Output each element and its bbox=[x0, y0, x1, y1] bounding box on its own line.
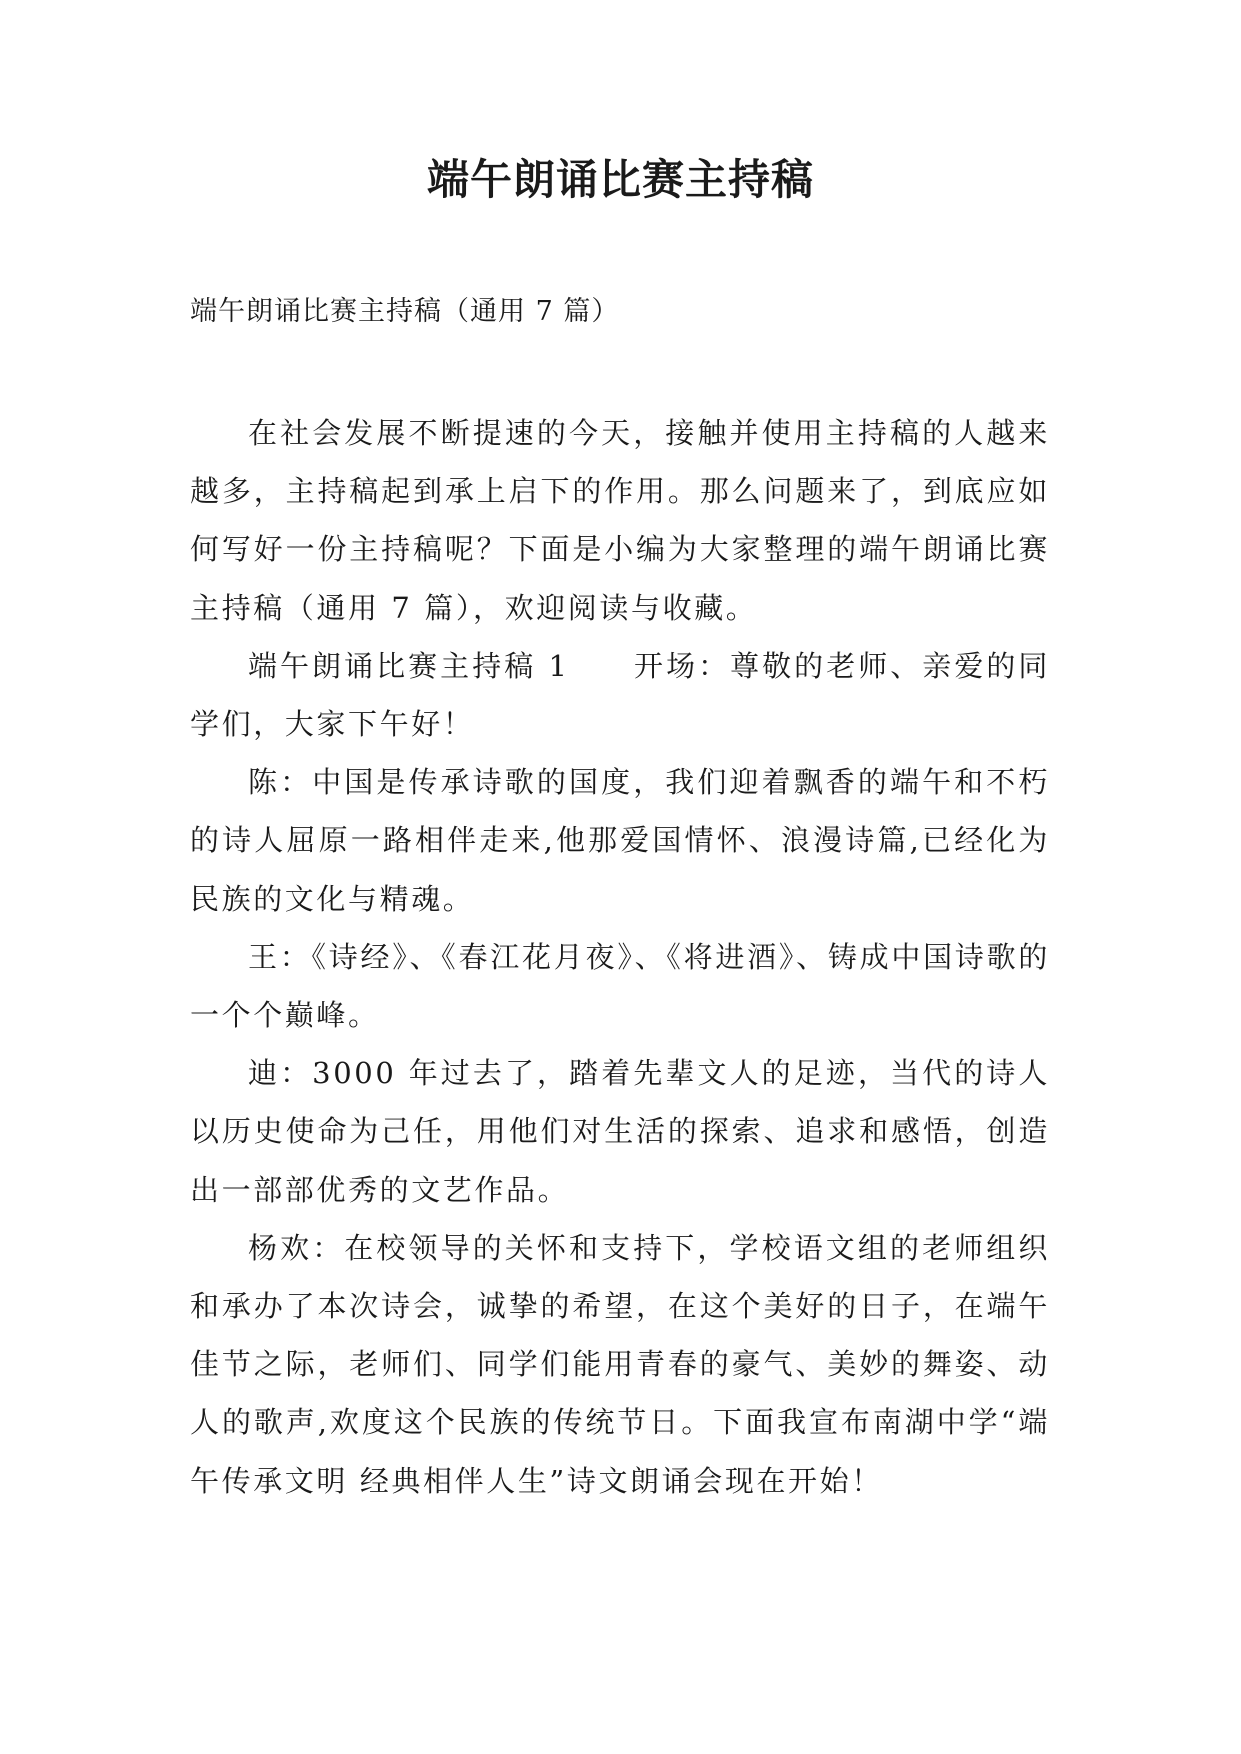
document-title: 端午朗诵比赛主持稿 bbox=[426, 155, 814, 204]
paragraph-chen: 陈：中国是传承诗歌的国度，我们迎着飘香的端午和不朽的诗人屈原一路相伴走来,他那爱国情怀、浪漫诗篇,已经化为民族的文化与精魂。 bbox=[190, 765, 1050, 916]
paragraph-yanghuan: 杨欢：在校领导的关怀和支持下，学校语文组的老师组织和承办了本次诗会，诚挚的希望，在这个美好的日子，在端午佳节之际，老师们、同学们能用青春的豪气、美妙的舞姿、动人的歌声,欢度这个民族的传统节日。下面我宣布南湖中学“端午传承文明 经典相伴人生”诗文朗诵会现在开始！ bbox=[190, 1230, 1050, 1498]
document-subtitle: 端午朗诵比赛主持稿（通用 7 篇） bbox=[190, 296, 620, 327]
document-body bbox=[190, 404, 1050, 1510]
paragraph-opening: 端午朗诵比赛主持稿 1 开场：尊敬的老师、亲爱的同学们，大家下午好！ bbox=[190, 648, 1050, 742]
paragraph-intro: 在社会发展不断提速的今天，接触并使用主持稿的人越来越多，主持稿起到承上启下的作用。那么问题来了，到底应如何写好一份主持稿呢？下面是小编为大家整理的端午朗诵比赛主持稿（通用 7 篇），欢迎阅读与收藏。 bbox=[190, 416, 1050, 625]
paragraph-wang: 王：《诗经》、《春江花月夜》、《将进酒》、铸成中国诗歌的一个个巅峰。 bbox=[190, 939, 1050, 1033]
paragraph-di: 迪：3000 年过去了，踏着先辈文人的足迹，当代的诗人以历史使命为己任，用他们对生活的探索、追求和感悟，创造出一部部优秀的文艺作品。 bbox=[190, 1056, 1050, 1207]
